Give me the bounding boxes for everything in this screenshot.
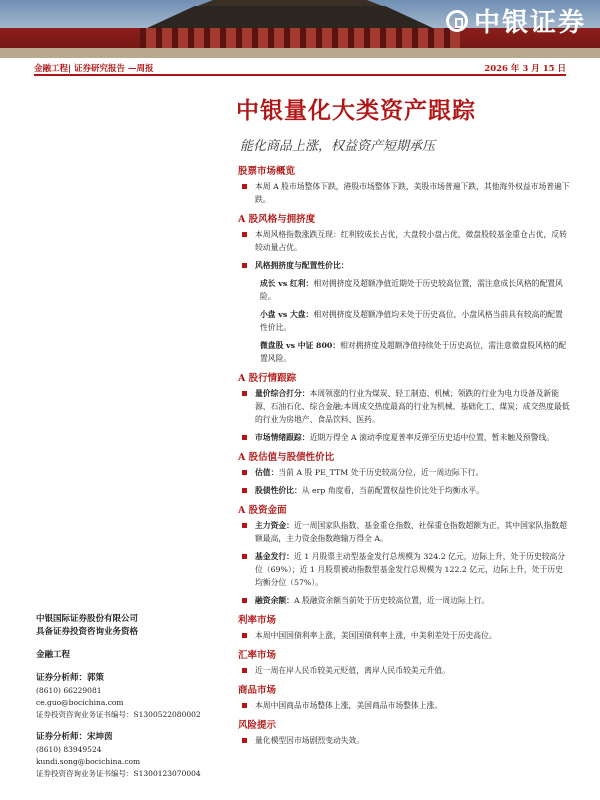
bullet-square-icon xyxy=(242,232,247,237)
analyst-cert: 证券投资咨询业务证书编号：S1300123070004 xyxy=(36,769,201,778)
list-item: 量价综合打分：本周领涨的行业为煤炭、轻工制造、机械；领跌的行业为电力设备及新能源、石油石化、综合金融;本周成交热度最高的行业为机械、基础化工、煤炭；成交热度最低的行业为房地产、食品饮料、医药。 xyxy=(238,387,570,426)
banner-plaza xyxy=(0,48,600,58)
list-item: 近一周在岸人民币较美元贬值，离岸人民币较美元升值。 xyxy=(238,664,570,677)
analyst-email[interactable]: ce.guo@bocichina.com xyxy=(36,698,124,707)
analyst-block xyxy=(36,672,231,721)
banner-roof xyxy=(120,6,460,28)
section-title-rates: 利率市场 xyxy=(238,615,277,626)
bullet-square-icon xyxy=(242,470,247,475)
report-date: 2026 年 3 月 15 日 xyxy=(484,64,566,74)
sidebar xyxy=(36,613,231,780)
header-banner xyxy=(0,0,600,58)
sub-item: 小盘 vs 大盘：相对拥挤度及超额净值均未处于历史高位，小盘风格当前具有较高的配置性价比。 xyxy=(260,310,563,332)
analyst-name: 证券分析师：宋坤茵 xyxy=(36,732,113,742)
report-meta-bar xyxy=(34,62,566,76)
section-title-overview: 股票市场概览 xyxy=(238,166,296,177)
list-item: 风格拥挤度与配置性价比： xyxy=(238,259,570,272)
analyst-name: 证券分析师：郭策 xyxy=(36,673,105,683)
list-item: 量化模型因市场剧烈变动失效。 xyxy=(238,734,570,747)
section-title-fx: 汇率市场 xyxy=(238,650,277,661)
analyst-phone: (8610) 83949524 xyxy=(36,745,102,754)
section-title-funds: A 股资金面 xyxy=(238,505,287,516)
list-item: 本周中国商品市场整体上涨，美国商品市场整体上涨。 xyxy=(238,699,570,712)
list-item: 融资余额：A 股融资余额当前处于历史较高位置，近一周边际上行。 xyxy=(238,594,570,607)
list-item: 本周风格指数涨跌互现：红利较成长占优，大盘较小盘占优，微盘股较基金重仓占优，反转较动量占优。 xyxy=(238,228,570,254)
section-title-industry: A 股行情跟踪 xyxy=(238,373,297,384)
list-item: 基金发行：近 1 月股票主动型基金发行总规模为 324.2 亿元，边际上升，处于历史较高分位（69%）；近 1 月股票被动指数型基金发行总规模为 122.2 亿元，边际上升，处于历史均衡分位（57%）。 xyxy=(238,550,570,589)
analyst-block xyxy=(36,731,231,780)
bullet-square-icon xyxy=(242,184,247,189)
analyst-email[interactable]: kundi.song@bocichina.com xyxy=(36,757,141,766)
bullet-square-icon xyxy=(242,488,247,493)
department: 金融工程 xyxy=(36,650,71,660)
bullet-square-icon xyxy=(242,391,247,396)
sub-item: 微盘股 vs 中证 800：相对拥挤度及超额净值持续处于历史高位，需注意微盘股风格的配置风险。 xyxy=(260,341,567,363)
section-title-valuation: A 股估值与股债性价比 xyxy=(238,452,335,463)
report-category: 金融工程| 证券研究报告 —周报 xyxy=(34,64,154,74)
bullet-square-icon xyxy=(242,668,247,673)
qualification: 具备证券投资咨询业务资格 xyxy=(36,627,139,637)
bullet-square-icon xyxy=(242,598,247,603)
section-title-risk: 风险提示 xyxy=(238,720,277,731)
list-item: 本周中国国债利率上涨，美国国债利率上涨，中美利差处于历史高位。 xyxy=(238,629,570,642)
bullet-square-icon xyxy=(242,703,247,708)
company-name: 中银国际证券股份有限公司 xyxy=(36,614,139,624)
logo-text: 中银证券 xyxy=(473,8,586,38)
section-title-commodity: 商品市场 xyxy=(238,685,277,696)
section-title-style: A 股风格与拥挤度 xyxy=(238,214,316,225)
sub-item: 成长 vs 红利：相对拥挤度及超额净值近期处于历史较高位置，需注意成长风格的配置风险。 xyxy=(260,279,563,301)
analyst-phone: (8610) 66229081 xyxy=(36,686,102,695)
analyst-cert: 证券投资咨询业务证书编号：S1300522080002 xyxy=(36,710,201,719)
bullet-square-icon xyxy=(242,523,247,528)
bullet-square-icon xyxy=(242,633,247,638)
list-item: 主力资金：近一周国家队指数、基金重仓指数、社保重仓指数超额为正，其中国家队指数超额最高，主力资金指数跑输万得全 A。 xyxy=(238,519,570,545)
bullet-square-icon xyxy=(242,435,247,440)
report-body xyxy=(238,158,570,752)
list-item: 市场情绪跟踪：近期万得全 A 滚动季度夏普率反弹至历史适中位置，暂未触及预警线。 xyxy=(238,431,570,444)
list-item: 本周 A 股市场整体下跌，港股市场整体下跌，美股市场普遍下跌，其他海外权益市场普遍下跌。 xyxy=(238,180,570,206)
bullet-square-icon xyxy=(242,738,247,743)
bullet-square-icon xyxy=(242,554,247,559)
list-item: 估值：当前 A 股 PE_TTM 处于历史较高分位，近一周边际下行。 xyxy=(238,466,570,479)
bullet-square-icon xyxy=(242,263,247,268)
company-logo xyxy=(446,2,586,39)
report-title: 中银量化大类资产跟踪 xyxy=(236,97,476,124)
report-subtitle: 能化商品上涨，权益资产短期承压 xyxy=(240,139,436,154)
bank-logo-icon xyxy=(446,10,468,32)
list-item: 股债性价比：从 erp 角度看，当前配置权益性价比处于均衡水平。 xyxy=(238,484,570,497)
